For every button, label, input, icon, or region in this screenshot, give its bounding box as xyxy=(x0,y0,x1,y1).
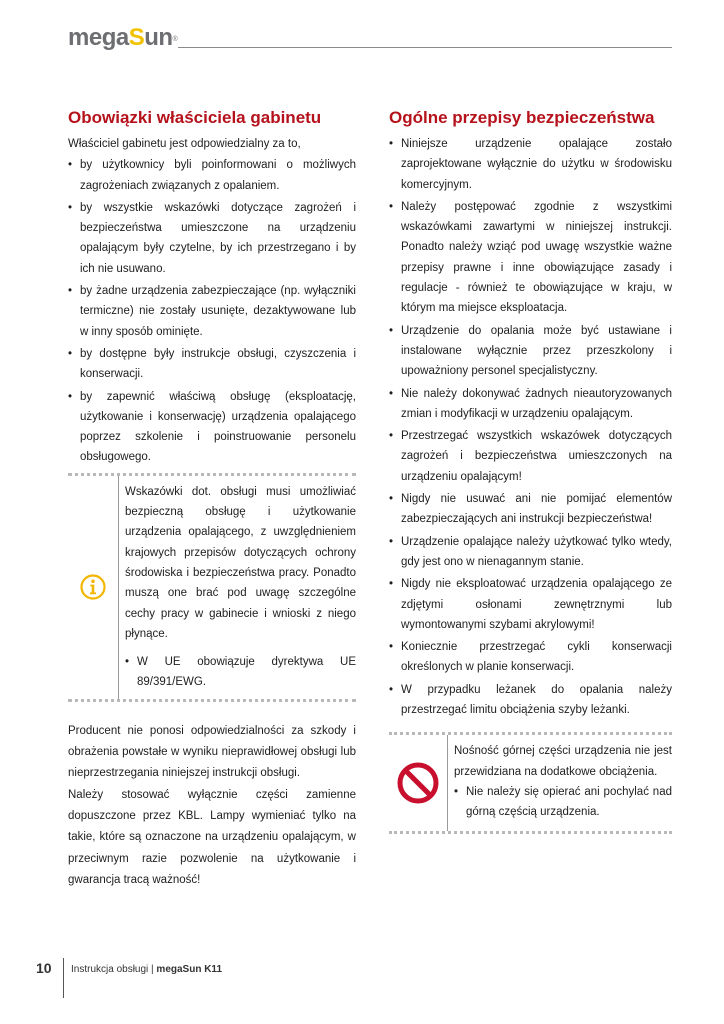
safety-rules-heading: Ogólne przepisy bezpieczeństwa xyxy=(389,108,655,127)
owner-duties-intro: Właściciel gabinetu jest odpowiedzialny za to, xyxy=(68,138,301,150)
list-item: • by użytkownicy byli poinformowani o możliwych zagrożeniach związanych z opalaniem. xyxy=(68,155,356,196)
prohibition-notice-paragraph: Nośność górnej części urządzenia nie jest przewidziana na dodatkowe obciążenia. xyxy=(454,745,672,778)
left-column xyxy=(68,107,356,891)
safety-rules-list xyxy=(389,134,672,720)
spare-parts-paragraph: Należy stosować wyłącznie części zamienne dopuszczone przez KBL. Lampy wymieniać tylko na takie, które są oznaczone na urządzeniu opalającym, w przeciwnym razie pozwolenie na użytkowanie i gwarancja tracą ważność! xyxy=(68,788,356,886)
list-item: • Przestrzegać wszystkich wskazówek dotyczących zagrożeń i bezpieczeństwa umieszczonych na urządzeniu opalającym! xyxy=(389,426,672,487)
prohibition-icon xyxy=(397,762,439,804)
owner-duties-heading: Obowiązki właściciela gabinetu xyxy=(68,108,322,127)
list-item: • Nigdy nie eksploatować urządzenia opalającego ze zdjętymi osłonami zewnętrznymi lub wymontowanymi szybami akrylowymi! xyxy=(389,574,672,635)
prohibition-icon-cell xyxy=(389,735,448,830)
prohibition-notice-text xyxy=(448,735,672,830)
list-item: • Nie należy dokonywać żadnych nieautoryzowanych zmian i modyfikacji w urządzeniu opalającym. xyxy=(389,384,672,425)
prohibition-notice-list xyxy=(454,782,672,823)
list-item: • W UE obowiązuje dyrektywa UE 89/391/EWG. xyxy=(125,652,356,693)
list-item: • by zapewnić właściwą obsługę (eksploatację, użytkowanie i konserwację) urządzenia opalającego poprzez szkolenie i poinstruowanie personelu obsługowego. xyxy=(68,387,356,468)
list-item: • Koniecznie przestrzegać cykli konserwacji określonych w planie konserwacji. xyxy=(389,637,672,678)
list-item: • Nie należy się opierać ani pochylać nad górną częścią urządzenia. xyxy=(454,782,672,823)
list-item: • Należy postępować zgodnie z wszystkimi wskazówkami zawartymi w niniejszej instrukcji. Ponadto należy wziąć pod uwagę wszystkie ważne przepisy prawne i inne obowiązujące zasady i regulacje - również te obowiązujące w kraju, w którym ma miejsce eksploatacja. xyxy=(389,197,672,319)
liability-paragraph: Producent nie ponosi odpowiedzialności za szkody i obrażenia powstałe w wyniku nieprawidłowej obsługi lub nieprzestrzegania niniejszej instrukcji obsługi. xyxy=(68,724,356,780)
list-item: • Nigdy nie usuwać ani nie pomijać elementów zabezpieczających ani instrukcji bezpieczeństwa! xyxy=(389,489,672,530)
info-notice-box xyxy=(68,473,356,702)
info-icon-cell xyxy=(68,476,119,699)
prohibition-notice-box xyxy=(389,732,672,833)
info-notice-list xyxy=(125,652,356,693)
info-notice-text xyxy=(119,476,356,699)
list-item: • by dostępne były instrukcje obsługi, czyszczenia i konserwacji. xyxy=(68,344,356,385)
owner-duties-list xyxy=(68,155,356,467)
megasun-logo: megaSun® xyxy=(68,24,178,51)
list-item: • by żadne urządzenia zabezpieczające (np. wyłączniki termiczne) nie zostały usunięte, dezaktywowane lub w inny sposób ominięte. xyxy=(68,281,356,342)
info-notice-paragraph: Wskazówki dot. obsługi musi umożliwiać bezpieczną obsługę i użytkowanie urządzenia opalającego, z uwzględnieniem krajowych przepisów dotyczących ochrony środowiska i bezpieczeństwa pracy. Ponadto muszą one brać pod uwagę szczególne cechy pracy w gabinecie i wnioski z niego płynące. xyxy=(125,485,356,640)
right-column xyxy=(389,107,672,834)
list-item: • Urządzenie do opalania może być ustawiane i instalowane wyłącznie przez przeszkolony i upoważniony personel specjalistyczny. xyxy=(389,321,672,382)
footer-divider xyxy=(63,958,64,998)
list-item: • by wszystkie wskazówki dotyczące zagrożeń i bezpieczeństwa umieszczone na urządzeniu opalającym były czytelne, by ich przestrzegano i by ich nie usuwano. xyxy=(68,198,356,279)
page-number: 10 xyxy=(36,960,52,976)
info-icon xyxy=(80,574,106,600)
header-rule xyxy=(178,47,672,48)
list-item: • Urządzenie opalające należy użytkować tylko wtedy, gdy jest ono w nienagannym stanie. xyxy=(389,532,672,573)
footer-doc-title: Instrukcja obsługi | megaSun K11 xyxy=(71,964,223,975)
list-item: • Niniejsze urządzenie opalające zostało zaprojektowane wyłącznie do użytku w środowisku komercyjnym. xyxy=(389,134,672,195)
list-item: • W przypadku leżanek do opalania należy przestrzegać limitu obciążenia szyby leżanki. xyxy=(389,680,672,721)
